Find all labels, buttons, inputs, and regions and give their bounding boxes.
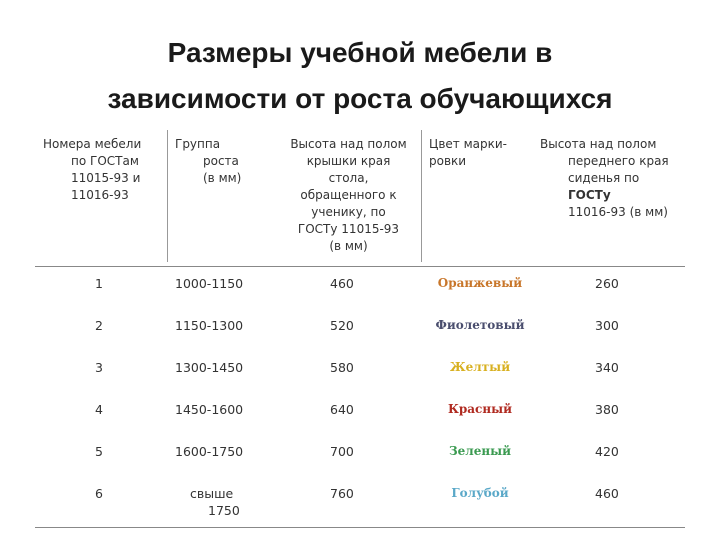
table-header <box>35 130 685 267</box>
cell-desk-height: 580 <box>330 360 354 375</box>
cell-marking-color: Оранжевый <box>437 276 523 290</box>
page-title <box>0 30 720 122</box>
cell-desk-height: 760 <box>330 486 354 501</box>
cell-number: 6 <box>95 486 103 501</box>
cell-number: 1 <box>95 276 103 291</box>
cell-marking-color: Красный <box>447 402 513 416</box>
table-row <box>35 267 685 309</box>
cell-marking-color: Голубой <box>451 486 509 500</box>
title-line-1: Размеры учебной мебели в <box>167 37 553 68</box>
cell-height-group: 1150-1300 <box>175 318 244 333</box>
cell-number: 5 <box>95 444 103 459</box>
header-height-group: Группа роста (в мм) <box>175 137 242 185</box>
cell-marking-color: Зеленый <box>448 444 512 458</box>
cell-desk-height: 640 <box>330 402 354 417</box>
cell-desk-height: 520 <box>330 318 354 333</box>
table-row <box>35 309 685 351</box>
cell-desk-height: 700 <box>330 444 354 459</box>
cell-seat-height: 380 <box>595 402 619 417</box>
header-seat-height: Высота над полом переднего края сиденья по ГОСТу 11016-93 (в мм) <box>540 137 669 219</box>
furniture-size-table <box>35 130 685 528</box>
table-row <box>35 435 685 477</box>
header-divider <box>421 130 422 262</box>
cell-desk-height: 460 <box>330 276 354 291</box>
header-desk-height: Высота над полом крышки края стола, обращенного к ученику, по ГОСТу 11015-93 (в мм) <box>290 137 407 253</box>
cell-number: 2 <box>95 318 103 333</box>
cell-seat-height: 420 <box>595 444 619 459</box>
table-row <box>35 393 685 435</box>
cell-height-group: 1300-1450 <box>175 360 244 375</box>
cell-marking-color: Желтый <box>449 360 511 374</box>
header-furniture-number: Номера мебели по ГОСТам 11015-93 и 11016-93 <box>43 137 142 202</box>
cell-height-group: 1000-1150 <box>175 276 244 291</box>
title-line-2: зависимости от роста обучающихся <box>107 83 613 114</box>
cell-height-group: свыше 1750 <box>190 486 240 518</box>
cell-height-group: 1600-1750 <box>175 444 244 459</box>
cell-height-group: 1450-1600 <box>175 402 244 417</box>
cell-seat-height: 340 <box>595 360 619 375</box>
cell-marking-color: Фиолетовый <box>435 318 525 332</box>
cell-seat-height: 460 <box>595 486 619 501</box>
header-marking-color: Цвет марки- ровки <box>429 137 507 168</box>
table-row <box>35 351 685 393</box>
table-row <box>35 477 685 528</box>
cell-number: 3 <box>95 360 103 375</box>
cell-seat-height: 300 <box>595 318 619 333</box>
header-divider <box>167 130 168 262</box>
cell-seat-height: 260 <box>595 276 619 291</box>
cell-number: 4 <box>95 402 103 417</box>
